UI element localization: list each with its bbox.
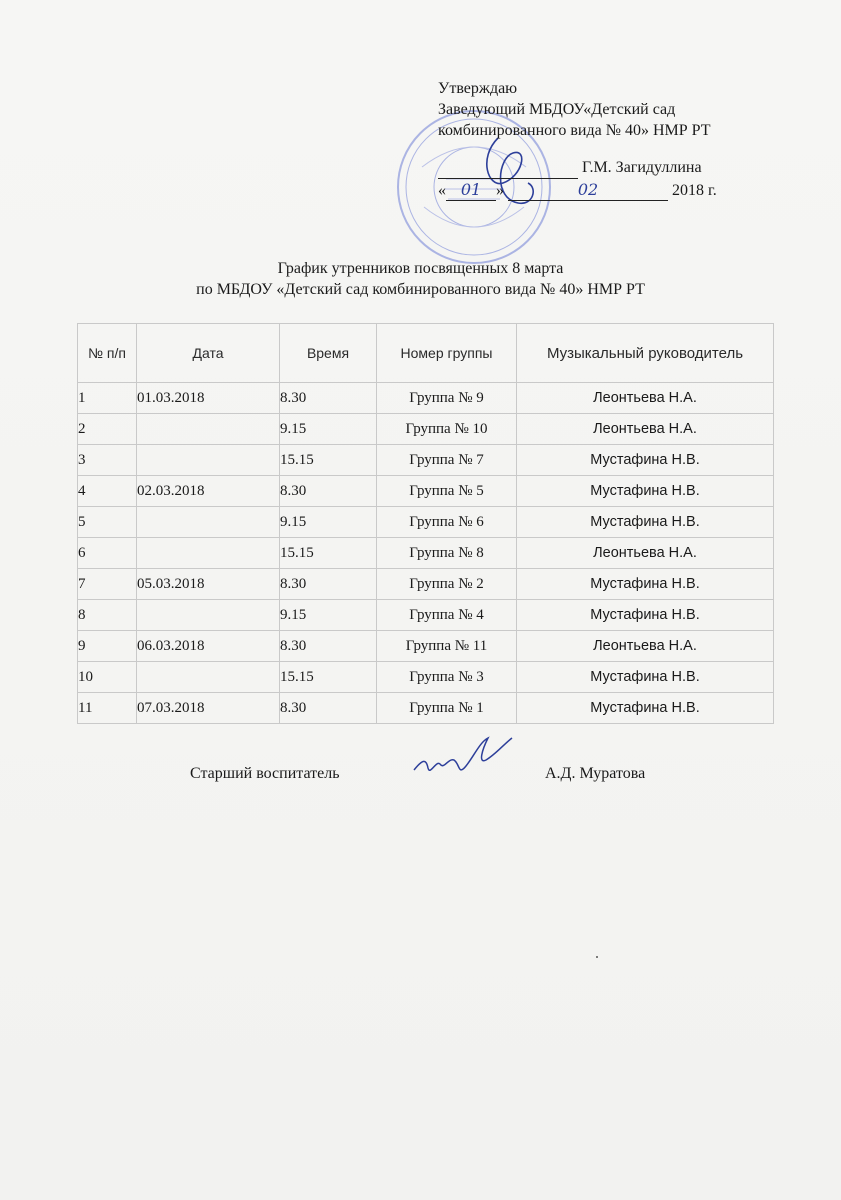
table-row — [78, 569, 774, 600]
position-line-2: комбинированного вида № 40» НМР РТ — [438, 122, 711, 139]
cell-date — [137, 538, 280, 569]
header-music-director: Музыкальный руководитель — [517, 324, 774, 383]
date-close-quote: » — [496, 182, 504, 199]
table-row — [78, 538, 774, 569]
cell-music-director: Леонтьева Н.А. — [517, 414, 774, 445]
cell-num: 2 — [78, 414, 137, 445]
cell-group: Группа № 7 — [377, 445, 517, 476]
cell-time: 15.15 — [280, 662, 377, 693]
cell-music-director: Мустафина Н.В. — [517, 507, 774, 538]
approval-block — [438, 78, 768, 201]
cell-music-director: Мустафина Н.В. — [517, 693, 774, 724]
cell-time: 9.15 — [280, 414, 377, 445]
cell-time: 8.30 — [280, 476, 377, 507]
cell-music-director: Леонтьева Н.А. — [517, 538, 774, 569]
cell-time: 8.30 — [280, 631, 377, 662]
table-row — [78, 600, 774, 631]
footer-name: А.Д. Муратова — [545, 765, 646, 782]
footer-role: Старший воспитатель — [190, 765, 340, 782]
table-row — [78, 445, 774, 476]
cell-group: Группа № 5 — [377, 476, 517, 507]
cell-group: Группа № 1 — [377, 693, 517, 724]
cell-group: Группа № 10 — [377, 414, 517, 445]
cell-music-director: Мустафина Н.В. — [517, 569, 774, 600]
table-header-row — [78, 324, 774, 383]
cell-num: 6 — [78, 538, 137, 569]
cell-time: 8.30 — [280, 383, 377, 414]
cell-date — [137, 507, 280, 538]
approval-date-line — [438, 179, 768, 201]
cell-music-director: Мустафина Н.В. — [517, 662, 774, 693]
cell-num: 8 — [78, 600, 137, 631]
table-row — [78, 631, 774, 662]
head-name: Г.М. Загидуллина — [582, 159, 702, 176]
date-open-quote: « — [438, 182, 446, 199]
cell-num: 11 — [78, 693, 137, 724]
title-line-2: по МБДОУ «Детский сад комбинированного вида № 40» НМР РТ — [196, 281, 645, 298]
ink-dot — [596, 956, 598, 958]
cell-time: 15.15 — [280, 538, 377, 569]
date-month-handwritten: 02 — [508, 179, 668, 201]
table-row — [78, 662, 774, 693]
cell-num: 7 — [78, 569, 137, 600]
cell-music-director: Леонтьева Н.А. — [517, 631, 774, 662]
cell-date: 02.03.2018 — [137, 476, 280, 507]
cell-music-director: Мустафина Н.В. — [517, 600, 774, 631]
cell-num: 1 — [78, 383, 137, 414]
cell-time: 15.15 — [280, 445, 377, 476]
cell-music-director: Леонтьева Н.А. — [517, 383, 774, 414]
table-row — [78, 693, 774, 724]
cell-num: 4 — [78, 476, 137, 507]
cell-group: Группа № 6 — [377, 507, 517, 538]
cell-date: 06.03.2018 — [137, 631, 280, 662]
cell-group: Группа № 2 — [377, 569, 517, 600]
cell-num: 5 — [78, 507, 137, 538]
cell-group: Группа № 3 — [377, 662, 517, 693]
table-row — [78, 383, 774, 414]
position-line-1: Заведующий МБДОУ«Детский сад — [438, 101, 676, 118]
cell-time: 9.15 — [280, 600, 377, 631]
cell-music-director: Мустафина Н.В. — [517, 445, 774, 476]
cell-date — [137, 600, 280, 631]
signature-line — [438, 157, 768, 179]
cell-date — [137, 662, 280, 693]
cell-num: 9 — [78, 631, 137, 662]
senior-teacher-signature-icon — [408, 730, 518, 790]
cell-music-director: Мустафина Н.В. — [517, 476, 774, 507]
cell-time: 8.30 — [280, 693, 377, 724]
header-num: № п/п — [78, 324, 137, 383]
cell-num: 10 — [78, 662, 137, 693]
cell-date: 01.03.2018 — [137, 383, 280, 414]
signature-underline — [438, 157, 578, 179]
cell-group: Группа № 4 — [377, 600, 517, 631]
cell-group: Группа № 8 — [377, 538, 517, 569]
approve-word: Утверждаю — [438, 80, 518, 97]
schedule-table-body — [78, 383, 774, 724]
table-row — [78, 414, 774, 445]
cell-num: 3 — [78, 445, 137, 476]
header-time: Время — [280, 324, 377, 383]
cell-date — [137, 445, 280, 476]
document-title — [0, 258, 841, 300]
cell-group: Группа № 11 — [377, 631, 517, 662]
table-row — [78, 476, 774, 507]
cell-time: 9.15 — [280, 507, 377, 538]
cell-group: Группа № 9 — [377, 383, 517, 414]
header-group: Номер группы — [377, 324, 517, 383]
cell-date — [137, 414, 280, 445]
cell-date: 05.03.2018 — [137, 569, 280, 600]
header-date: Дата — [137, 324, 280, 383]
date-year: 2018 г. — [672, 182, 717, 199]
title-line-1: График утренников посвященных 8 марта — [277, 260, 564, 277]
table-row — [78, 507, 774, 538]
cell-date: 07.03.2018 — [137, 693, 280, 724]
cell-time: 8.30 — [280, 569, 377, 600]
schedule-table — [77, 323, 774, 724]
date-day-handwritten: 01 — [446, 179, 496, 201]
